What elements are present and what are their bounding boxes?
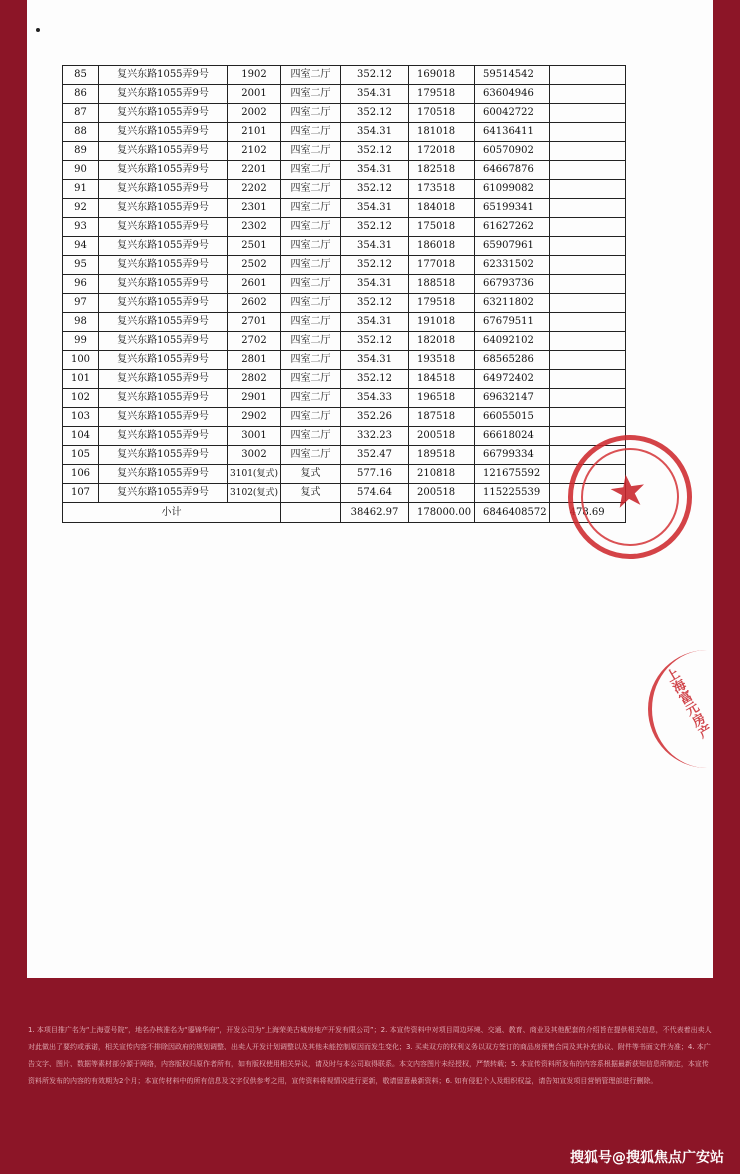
table-row [63,256,626,275]
disclaimer-text: 1. 本项目推广名为“上海壹号院”，地名办核准名为“鎏锦华府”，开发公司为“上海荣美古城房地产开发有限公司”；2. 本宣传资料中对项目周边环境、交通、教育、商业及其他配套的介绍旨在提供相关信息，不代表着出卖人对此做出了要约或承诺，相关宣传内容不排除因政府的规划调整、出卖人开发计划调整以及其他未能控制原因而发生变化；3. 买卖双方的权利义务以双方签订的商品房预售合同及其补充协议、附件等书面文件为准；4. 本广告文字、图片、数据等素材部分源于网络，内容版权归原作者所有，如有版权使用相关异议，请及时与本公司取得联系。本文内容图片未经授权，严禁转载；5. 本宣传资料所发布的内容系根据最新获知信息所制定，本宣传资料所发布的内容的有效期为2个月；本宣传材料中的所有信息及文字仅供参考之用，宣传资料将视情况进行更新，敬请留意最新资料；6. 如有侵犯个人及组织权益，请告知宣发项目营销管理部进行删除。 [28,1026,712,1085]
table-cell: 2801 [228,351,281,370]
table-cell: 85 [63,66,99,85]
table-cell: 复兴东路1055弄9号 [99,332,228,351]
table-row [63,180,626,199]
total-sum: 6846408572 [475,503,550,523]
table-cell: 四室二厅 [281,161,341,180]
table-row [63,123,626,142]
table-cell: 四室二厅 [281,389,341,408]
table-cell: 88 [63,123,99,142]
table-cell: 210818 [409,465,475,484]
table-cell: 107 [63,484,99,503]
table-cell-empty [549,142,625,161]
table-cell: 2901 [228,389,281,408]
table-cell: 106 [63,465,99,484]
table-row [63,484,626,503]
table-cell: 67679511 [475,313,550,332]
table-cell: 四室二厅 [281,446,341,465]
table-cell: 四室二厅 [281,237,341,256]
total-row [63,503,626,523]
table-cell: 复兴东路1055弄9号 [99,104,228,123]
table-cell: 115225539 [475,484,550,503]
table-cell: 61627262 [475,218,550,237]
table-cell: 65907961 [475,237,550,256]
table-cell: 102 [63,389,99,408]
table-cell: 184518 [409,370,475,389]
table-cell: 184018 [409,199,475,218]
table-cell: 四室二厅 [281,218,341,237]
table-cell: 四室二厅 [281,427,341,446]
table-cell: 3002 [228,446,281,465]
table-cell-empty [549,237,625,256]
table-cell: 354.31 [341,275,409,294]
table-cell: 352.12 [341,370,409,389]
table-row [63,161,626,180]
table-cell: 64667876 [475,161,550,180]
total-count: 478.69 [549,503,625,523]
table-cell: 104 [63,427,99,446]
table-cell: 200518 [409,484,475,503]
table-cell: 354.31 [341,237,409,256]
company-seal-text: 上海富元房产 [661,666,714,742]
table-cell: 复兴东路1055弄9号 [99,142,228,161]
table-cell: 四室二厅 [281,180,341,199]
table-cell: 64136411 [475,123,550,142]
table-cell: 复兴东路1055弄9号 [99,389,228,408]
table-cell: 354.31 [341,123,409,142]
table-cell: 复兴东路1055弄9号 [99,256,228,275]
unit-price-table [62,65,626,523]
table-cell-empty [549,123,625,142]
table-row [63,142,626,161]
table-cell: 69632147 [475,389,550,408]
table-cell-empty [549,389,625,408]
table-cell: 四室二厅 [281,123,341,142]
table-cell: 2501 [228,237,281,256]
table-cell: 3101(复式) [228,465,281,484]
table-row [63,351,626,370]
table-cell: 68565286 [475,351,550,370]
scan-speck [36,28,40,32]
table-cell: 66618024 [475,427,550,446]
table-cell: 复兴东路1055弄9号 [99,218,228,237]
table-cell: 89 [63,142,99,161]
table-cell-empty [549,332,625,351]
table-cell-empty [549,408,625,427]
table-cell: 93 [63,218,99,237]
table-cell: 复式 [281,465,341,484]
table-cell: 复兴东路1055弄9号 [99,66,228,85]
table-row [63,66,626,85]
table-cell: 121675592 [475,465,550,484]
table-cell: 2302 [228,218,281,237]
table-cell: 100 [63,351,99,370]
table-cell: 200518 [409,427,475,446]
table-cell: 复兴东路1055弄9号 [99,465,228,484]
table-cell: 175018 [409,218,475,237]
table-cell: 96 [63,275,99,294]
table-cell: 62331502 [475,256,550,275]
table-cell: 99 [63,332,99,351]
table-cell: 60570902 [475,142,550,161]
table-row [63,370,626,389]
table-row [63,104,626,123]
table-row [63,389,626,408]
table-cell: 四室二厅 [281,104,341,123]
table-cell-empty [549,199,625,218]
table-cell-empty [549,180,625,199]
table-cell: 复兴东路1055弄9号 [99,123,228,142]
table-cell: 复兴东路1055弄9号 [99,351,228,370]
table-row [63,294,626,313]
table-cell: 173518 [409,180,475,199]
table-cell: 196518 [409,389,475,408]
table-row [63,85,626,104]
table-cell: 91 [63,180,99,199]
total-label: 小计 [63,503,281,523]
table-cell: 3102(复式) [228,484,281,503]
table-cell: 66055015 [475,408,550,427]
table-cell-empty [549,218,625,237]
table-cell: 189518 [409,446,475,465]
table-cell: 352.12 [341,180,409,199]
table-cell: 186018 [409,237,475,256]
watermark: 搜狐号@搜狐焦点广安站 [570,1150,724,1166]
table-cell: 复兴东路1055弄9号 [99,85,228,104]
table-cell: 复兴东路1055弄9号 [99,427,228,446]
table-cell: 四室二厅 [281,332,341,351]
table-cell: 复兴东路1055弄9号 [99,408,228,427]
table-cell: 332.23 [341,427,409,446]
table-cell-empty [549,85,625,104]
table-cell: 64972402 [475,370,550,389]
table-cell: 复兴东路1055弄9号 [99,180,228,199]
table-row [63,237,626,256]
table-cell: 2001 [228,85,281,104]
table-cell: 2502 [228,256,281,275]
table-cell: 2102 [228,142,281,161]
table-cell: 97 [63,294,99,313]
table-cell: 四室二厅 [281,370,341,389]
table-cell: 四室二厅 [281,256,341,275]
table-cell: 四室二厅 [281,85,341,104]
table-cell: 四室二厅 [281,408,341,427]
table-cell: 181018 [409,123,475,142]
table-cell: 2301 [228,199,281,218]
table-cell: 四室二厅 [281,275,341,294]
table-cell: 四室二厅 [281,66,341,85]
seal-star-icon: ★ [604,463,652,520]
table-cell: 352.47 [341,446,409,465]
table-cell: 90 [63,161,99,180]
total-area: 38462.97 [341,503,409,523]
table-cell: 352.26 [341,408,409,427]
table-cell: 98 [63,313,99,332]
table-row [63,313,626,332]
table-cell-empty [549,104,625,123]
table-cell: 64092102 [475,332,550,351]
table-cell: 3001 [228,427,281,446]
table-cell-empty [549,256,625,275]
table-cell: 193518 [409,351,475,370]
table-row [63,465,626,484]
table-cell: 四室二厅 [281,313,341,332]
table-cell: 四室二厅 [281,199,341,218]
table-cell: 179518 [409,294,475,313]
table-cell: 63211802 [475,294,550,313]
table-cell: 2802 [228,370,281,389]
table-cell: 四室二厅 [281,351,341,370]
table-cell: 2002 [228,104,281,123]
table-cell: 352.12 [341,104,409,123]
table-cell: 577.16 [341,465,409,484]
table-cell: 复兴东路1055弄9号 [99,446,228,465]
table-cell: 1902 [228,66,281,85]
table-cell: 66799334 [475,446,550,465]
table-cell: 2602 [228,294,281,313]
table-cell-empty [549,294,625,313]
table-cell-empty [549,313,625,332]
table-cell: 103 [63,408,99,427]
total-price: 178000.00 [409,503,475,523]
table-cell: 86 [63,85,99,104]
table-cell: 2701 [228,313,281,332]
table-cell: 66793736 [475,275,550,294]
table-cell: 59514542 [475,66,550,85]
table-row [63,427,626,446]
table-cell: 92 [63,199,99,218]
table-cell: 169018 [409,66,475,85]
table-cell: 复兴东路1055弄9号 [99,199,228,218]
table-cell: 179518 [409,85,475,104]
table-cell: 354.31 [341,199,409,218]
table-cell: 101 [63,370,99,389]
table-cell: 177018 [409,256,475,275]
table-cell: 188518 [409,275,475,294]
table-cell: 2902 [228,408,281,427]
table-cell: 复兴东路1055弄9号 [99,484,228,503]
table-cell: 60042722 [475,104,550,123]
table-cell: 574.64 [341,484,409,503]
table-cell: 四室二厅 [281,294,341,313]
table-cell: 四室二厅 [281,142,341,161]
table-row [63,332,626,351]
table-cell-empty [549,351,625,370]
table-cell-empty [549,275,625,294]
table-row [63,275,626,294]
table-cell: 复兴东路1055弄9号 [99,370,228,389]
table-cell: 87 [63,104,99,123]
table-cell: 61099082 [475,180,550,199]
table-cell: 105 [63,446,99,465]
table-row [63,218,626,237]
table-cell: 复兴东路1055弄9号 [99,237,228,256]
table-cell: 354.31 [341,85,409,104]
table-cell: 2702 [228,332,281,351]
table-cell: 354.31 [341,161,409,180]
table-cell: 352.12 [341,332,409,351]
table-cell: 94 [63,237,99,256]
table-cell: 复兴东路1055弄9号 [99,161,228,180]
table-cell: 复兴东路1055弄9号 [99,294,228,313]
table-cell: 65199341 [475,199,550,218]
table-cell-empty [549,66,625,85]
table-cell: 复式 [281,484,341,503]
table-row [63,446,626,465]
table-cell: 2601 [228,275,281,294]
table-cell: 352.12 [341,256,409,275]
table-cell: 2202 [228,180,281,199]
table-cell: 354.31 [341,313,409,332]
table-cell: 354.33 [341,389,409,408]
table-cell: 191018 [409,313,475,332]
table-cell: 复兴东路1055弄9号 [99,313,228,332]
table-cell: 2101 [228,123,281,142]
table-cell-empty [549,370,625,389]
table-cell: 2201 [228,161,281,180]
table-row [63,199,626,218]
table-cell: 复兴东路1055弄9号 [99,275,228,294]
table-cell: 352.12 [341,66,409,85]
table-row [63,408,626,427]
table-cell: 354.31 [341,351,409,370]
table-cell: 182518 [409,161,475,180]
table-cell: 170518 [409,104,475,123]
table-cell: 182018 [409,332,475,351]
table-cell: 352.12 [341,294,409,313]
table-cell: 63604946 [475,85,550,104]
table-cell-empty [549,161,625,180]
table-cell: 352.12 [341,218,409,237]
table-cell: 187518 [409,408,475,427]
table-cell: 172018 [409,142,475,161]
table-cell: 95 [63,256,99,275]
table-cell: 352.12 [341,142,409,161]
